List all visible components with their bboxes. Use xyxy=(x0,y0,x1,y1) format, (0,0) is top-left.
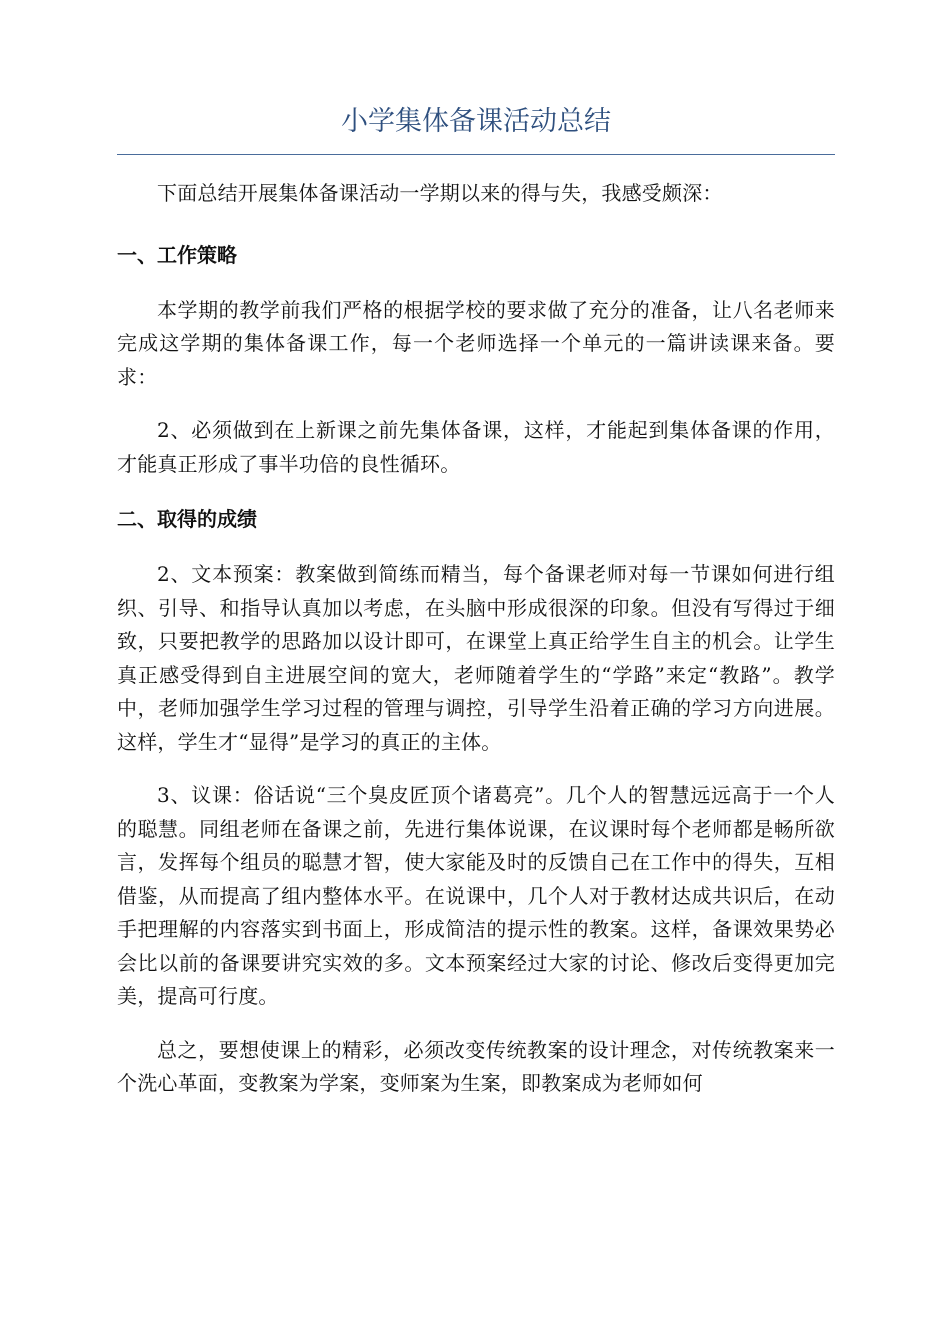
page-title: 小学集体备课活动总结 xyxy=(341,106,611,137)
document-page xyxy=(117,100,835,1101)
section-heading-achievements: 二、取得的成绩 xyxy=(117,507,257,531)
body-paragraph: 2、必须做到在上新课之前先集体备课，这样，才能起到集体备课的作用，才能真正形成了事半功倍的良性循环。 xyxy=(117,418,835,476)
intro-paragraph: 下面总结开展集体备课活动一学期以来的得与失，我感受颇深： xyxy=(157,181,723,205)
title-underline xyxy=(117,154,835,155)
body-paragraph: 本学期的教学前我们严格的根据学校的要求做了充分的准备，让八名老师来完成这学期的集体备课工作，每一个老师选择一个单元的一篇讲读课来备。要求： xyxy=(117,297,835,389)
section-heading-strategy: 一、工作策略 xyxy=(117,242,237,267)
body-paragraph: 3、议课：俗话说“三个臭皮匠顶个诸葛亮”。几个人的智慧远远高于一个人的聪慧。同组老师在备课之前，先进行集体说课，在议课时每个老师都是畅所欲言，发挥每个组员的聪慧才智，使大家能及时的反馈自己在工作中的得失，互相借鉴，从而提高了组内整体水平。在说课中，几个人对于教材达成共识后，在动手把理解的内容落实到书面上，形成简洁的提示性的教案。这样，备课效果势必会比以前的备课要讲究实效的多。文本预案经过大家的讨论、修改后变得更加完美，提高可行度。 xyxy=(117,783,835,1008)
body-paragraph: 2、文本预案：教案做到简练而精当，每个备课老师对每一节课如何进行组织、引导、和指导认真加以考虑，在头脑中形成很深的印象。但没有写得过于细致，只要把教学的思路加以设计即可，在课堂上真正给学生自主的机会。让学生真正感受得到自主进展空间的宽大，老师随着学生的“学路”来定“教路”。教学中，老师加强学生学习过程的管理与调控，引导学生沿着正确的学习方向进展。这样，学生才“显得”是学习的真正的主体。 xyxy=(117,562,835,754)
body-paragraph: 总之，要想使课上的精彩，必须改变传统教案的设计理念，对传统教案来一个洗心革面，变教案为学案，变师案为生案，即教案成为老师如何 xyxy=(117,1037,835,1095)
